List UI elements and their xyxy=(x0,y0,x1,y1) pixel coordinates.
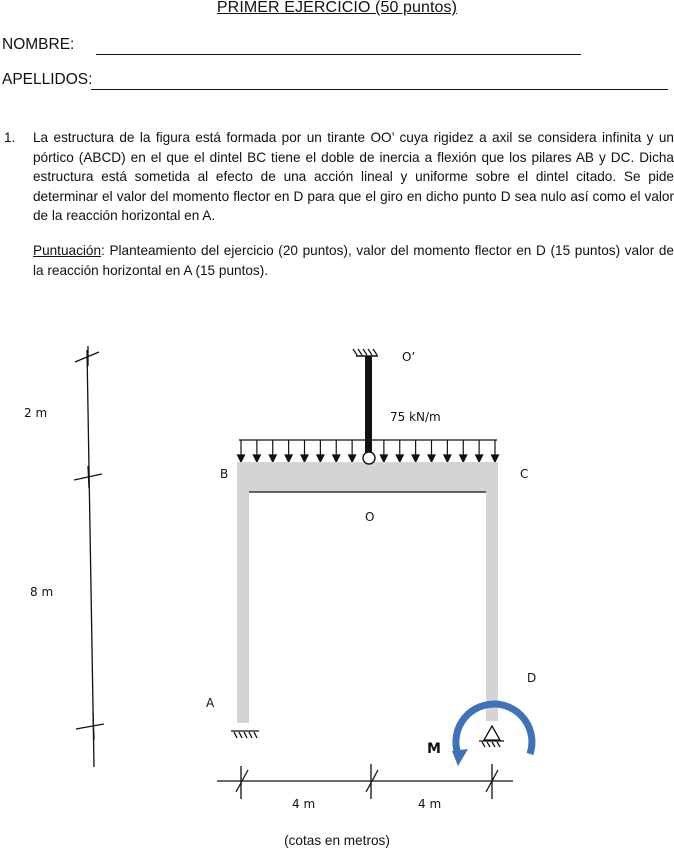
support-A xyxy=(231,731,259,738)
load-arrow xyxy=(253,440,260,462)
label-O-prime: O’ xyxy=(402,350,416,364)
load-arrow xyxy=(460,440,467,462)
load-arrow xyxy=(349,440,356,462)
scoring-text: : Planteamiento del ejercicio (20 puntos), valor del momento flector en D (15 puntos) valor de la reacción horizontal en A (15 puntos). xyxy=(33,243,674,278)
load-arrow xyxy=(333,440,340,462)
load-arrow xyxy=(301,440,308,462)
vertical-dimension-line xyxy=(87,350,94,767)
tie-rod xyxy=(353,349,378,458)
dimension-tick-bottom xyxy=(76,724,104,729)
tie-rod-bar xyxy=(365,356,372,458)
support-D xyxy=(479,726,504,747)
hinge-O xyxy=(363,452,375,464)
load-label: 75 kN/m xyxy=(390,410,441,424)
dim-lower-vertical: 8 m xyxy=(30,585,54,599)
frame xyxy=(237,462,498,723)
load-arrow xyxy=(444,440,451,462)
column-DC xyxy=(486,463,498,721)
load-arrow xyxy=(396,440,403,462)
label-B: B xyxy=(220,467,229,481)
load-arrow xyxy=(269,440,276,462)
dim-right-horizontal: 4 m xyxy=(418,797,442,811)
dim-left-horizontal: 4 m xyxy=(292,797,316,811)
column-AB xyxy=(237,463,249,723)
surname-label: APELLIDOS: xyxy=(2,71,93,88)
dim-upper-vertical: 2 m xyxy=(24,406,48,420)
vertical-dimension xyxy=(74,346,104,767)
page-title: PRIMER EJERCICIO (50 puntos) xyxy=(216,0,458,16)
label-M: M xyxy=(427,741,441,757)
figure-caption: (cotas en metros) xyxy=(284,833,390,848)
label-D: D xyxy=(527,671,537,685)
load-arrow xyxy=(285,440,292,462)
support-D-triangle xyxy=(484,726,500,740)
load-arrow xyxy=(317,440,324,462)
load-arrow xyxy=(476,440,483,462)
load-arrow xyxy=(380,440,387,462)
load-arrow xyxy=(492,440,499,462)
beam-BC xyxy=(237,462,498,492)
horizontal-dimension xyxy=(217,764,513,799)
problem-number: 1. xyxy=(4,130,16,145)
load-arrow xyxy=(412,440,419,462)
label-A: A xyxy=(206,696,215,710)
problem-statement: La estructura de la figura está formada por un tirante OO’ cuya rigidez a axil se considera infinita y un pórtico (ABCD) en el que el dintel BC tiene el doble de inercia a flexión que los pilares AB y DC. Dicha estructura está sometida al efecto de una acción lineal y uniforme sobre el dintel citado. Se pide determinar el valor del momento flector en D para que el giro en dicho punto D sea nulo así como el valor de la reacción horizontal en A. xyxy=(33,130,674,224)
load-arrow xyxy=(428,440,435,462)
scoring-label: Puntuación xyxy=(33,243,102,258)
load-arrow xyxy=(238,440,245,462)
name-label: NOMBRE: xyxy=(2,36,75,53)
tie-support-hatch xyxy=(353,349,377,355)
label-O: O xyxy=(365,510,375,524)
label-C: C xyxy=(520,467,529,481)
moment-arrow-head xyxy=(452,749,468,766)
